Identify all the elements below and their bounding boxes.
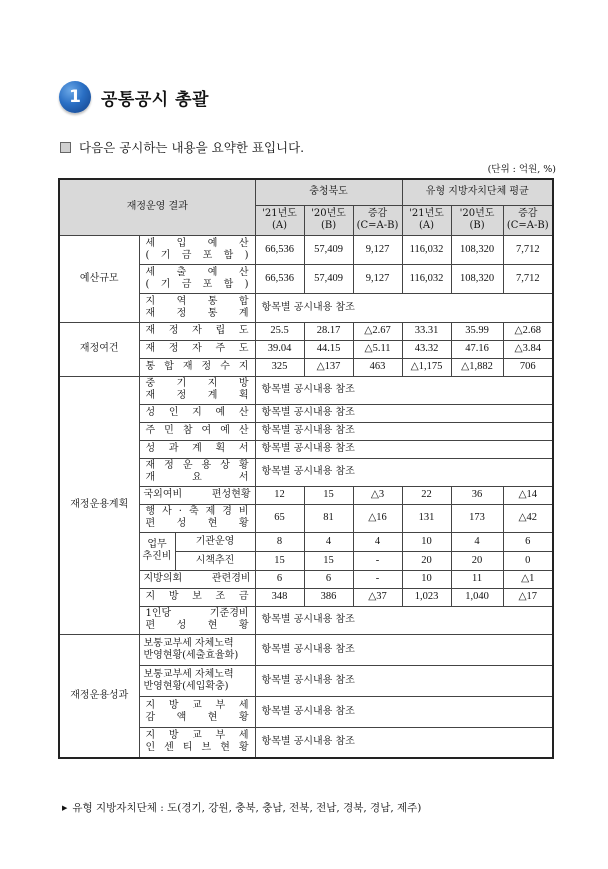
table-row xyxy=(59,235,553,264)
cell: △17 xyxy=(503,588,553,606)
number-badge-icon: 1 xyxy=(59,81,91,113)
header-col-c: 증감 (C=A-B) xyxy=(503,205,553,235)
cell: 386 xyxy=(304,588,353,606)
table-row xyxy=(59,376,553,404)
cell: 0 xyxy=(503,551,553,570)
reference-cell: 항목별 공시내용 참조 xyxy=(255,727,553,758)
header-col-a: '21년도 (A) xyxy=(402,205,451,235)
cell: 325 xyxy=(255,358,304,376)
row-label: 기관운영 xyxy=(175,532,255,551)
cell: 348 xyxy=(255,588,304,606)
reference-cell: 항목별 공시내용 참조 xyxy=(255,293,553,322)
cell: 43.32 xyxy=(402,340,451,358)
cell: 6 xyxy=(304,570,353,588)
cell: 15 xyxy=(304,486,353,504)
reference-cell: 항목별 공시내용 참조 xyxy=(255,665,553,696)
intro-text: 다음은 공시하는 내용을 요약한 표입니다. xyxy=(79,140,305,155)
cell: 108,320 xyxy=(451,235,503,264)
cell: 131 xyxy=(402,504,451,532)
row-label: 지방의회 관련경비 xyxy=(139,570,255,588)
row-label: 시책추진 xyxy=(175,551,255,570)
cell: 20 xyxy=(451,551,503,570)
cell: 20 xyxy=(402,551,451,570)
cell: △14 xyxy=(503,486,553,504)
cell: △2.67 xyxy=(353,322,402,340)
cell: 6 xyxy=(503,532,553,551)
cell: 44.15 xyxy=(304,340,353,358)
cell: △16 xyxy=(353,504,402,532)
cell: 66,536 xyxy=(255,264,304,293)
cell: △5.11 xyxy=(353,340,402,358)
cell: 35.99 xyxy=(451,322,503,340)
footnote-text: 유형 지방자치단체 : 도(경기, 강원, 충북, 충남, 전북, 전남, 경북, 경남, 제주) xyxy=(72,802,422,814)
subgroup-label: 업무 추진비 xyxy=(139,532,175,570)
row-label: 재 정 운 용 상 황 개 요 서 xyxy=(139,458,255,486)
cell: 4 xyxy=(451,532,503,551)
cell: 10 xyxy=(402,532,451,551)
cell: 4 xyxy=(304,532,353,551)
cell: △3 xyxy=(353,486,402,504)
row-label: 지 방 보 조 금 xyxy=(139,588,255,606)
row-label: 보통교부세 자체노력 반영현황(세출효율화) xyxy=(139,634,255,665)
cell: △37 xyxy=(353,588,402,606)
cell: 463 xyxy=(353,358,402,376)
cell: 1,023 xyxy=(402,588,451,606)
cell: 57,409 xyxy=(304,264,353,293)
section-heading xyxy=(59,80,209,114)
reference-cell: 항목별 공시내용 참조 xyxy=(255,458,553,486)
row-label: 통 합 재 정 수 지 xyxy=(139,358,255,376)
cell: 15 xyxy=(304,551,353,570)
cell: 11 xyxy=(451,570,503,588)
cell: △1 xyxy=(503,570,553,588)
cell: △1,175 xyxy=(402,358,451,376)
cell: △1,882 xyxy=(451,358,503,376)
header-group2: 유형 지방자치단체 평균 xyxy=(402,179,553,205)
row-label: 세 출 예 산 ( 기 금 포 함 ) xyxy=(139,264,255,293)
cell: 7,712 xyxy=(503,264,553,293)
header-result: 재정운영 결과 xyxy=(59,179,255,235)
cell: - xyxy=(353,551,402,570)
reference-cell: 항목별 공시내용 참조 xyxy=(255,440,553,458)
cell: △137 xyxy=(304,358,353,376)
cell: △3.84 xyxy=(503,340,553,358)
cell: 8 xyxy=(255,532,304,551)
cell: 33.31 xyxy=(402,322,451,340)
row-label: 중 기 지 방 재 정 계 획 xyxy=(139,376,255,404)
category-plan: 재정운용계획 xyxy=(59,376,139,634)
square-bullet-icon xyxy=(60,142,71,153)
summary-table xyxy=(58,178,554,759)
footnote xyxy=(62,800,421,815)
row-label: 지 역 통 합 재 정 통 계 xyxy=(139,293,255,322)
row-label: 행 사 · 축 제 경 비 편 성 현 황 xyxy=(139,504,255,532)
row-label: 성 과 계 획 서 xyxy=(139,440,255,458)
row-label: 지 방 교 부 세 인 센 티 브 현 황 xyxy=(139,727,255,758)
cell: 4 xyxy=(353,532,402,551)
reference-cell: 항목별 공시내용 참조 xyxy=(255,404,553,422)
cell: 22 xyxy=(402,486,451,504)
row-label: 1인당 기준경비 편 성 현 황 xyxy=(139,606,255,634)
cell: 9,127 xyxy=(353,264,402,293)
cell: 15 xyxy=(255,551,304,570)
cell: 36 xyxy=(451,486,503,504)
cell: - xyxy=(353,570,402,588)
cell: 116,032 xyxy=(402,264,451,293)
cell: 25.5 xyxy=(255,322,304,340)
reference-cell: 항목별 공시내용 참조 xyxy=(255,696,553,727)
cell: 706 xyxy=(503,358,553,376)
triangle-bullet-icon: ▶ xyxy=(62,803,68,812)
header-col-b: '20년도 (B) xyxy=(304,205,353,235)
cell: 7,712 xyxy=(503,235,553,264)
row-label: 세 입 예 산 ( 기 금 포 함 ) xyxy=(139,235,255,264)
intro-line xyxy=(60,138,304,156)
cell: 6 xyxy=(255,570,304,588)
cell: 39.04 xyxy=(255,340,304,358)
reference-cell: 항목별 공시내용 참조 xyxy=(255,422,553,440)
cell: 116,032 xyxy=(402,235,451,264)
row-label: 주 민 참 여 예 산 xyxy=(139,422,255,440)
section-title: 공통공시 총괄 xyxy=(101,89,209,110)
header-col-c: 증감 (C=A-B) xyxy=(353,205,402,235)
cell: 173 xyxy=(451,504,503,532)
category-result: 재정운용성과 xyxy=(59,634,139,758)
row-label: 보통교부세 자체노력 반영현황(세입확충) xyxy=(139,665,255,696)
category-budget: 예산규모 xyxy=(59,235,139,322)
header-col-a: '21년도 (A) xyxy=(255,205,304,235)
cell: 81 xyxy=(304,504,353,532)
cell: 47.16 xyxy=(451,340,503,358)
cell: 28.17 xyxy=(304,322,353,340)
cell: △2.68 xyxy=(503,322,553,340)
reference-cell: 항목별 공시내용 참조 xyxy=(255,376,553,404)
header-group1: 충청북도 xyxy=(255,179,402,205)
cell: 57,409 xyxy=(304,235,353,264)
cell: 65 xyxy=(255,504,304,532)
row-label: 재 정 자 립 도 xyxy=(139,322,255,340)
table-row xyxy=(59,322,553,340)
cell: 9,127 xyxy=(353,235,402,264)
cell: △42 xyxy=(503,504,553,532)
reference-cell: 항목별 공시내용 참조 xyxy=(255,634,553,665)
reference-cell: 항목별 공시내용 참조 xyxy=(255,606,553,634)
row-label: 재 정 자 주 도 xyxy=(139,340,255,358)
header-col-b: '20년도 (B) xyxy=(451,205,503,235)
cell: 12 xyxy=(255,486,304,504)
category-condition: 재정여건 xyxy=(59,322,139,376)
table-row xyxy=(59,634,553,665)
cell: 1,040 xyxy=(451,588,503,606)
cell: 108,320 xyxy=(451,264,503,293)
unit-note: (단위 : 억원, %) xyxy=(487,164,556,175)
row-label: 성 인 지 예 산 xyxy=(139,404,255,422)
cell: 66,536 xyxy=(255,235,304,264)
row-label: 국외여비 편성현황 xyxy=(139,486,255,504)
row-label: 지 방 교 부 세 감 액 현 황 xyxy=(139,696,255,727)
cell: 10 xyxy=(402,570,451,588)
